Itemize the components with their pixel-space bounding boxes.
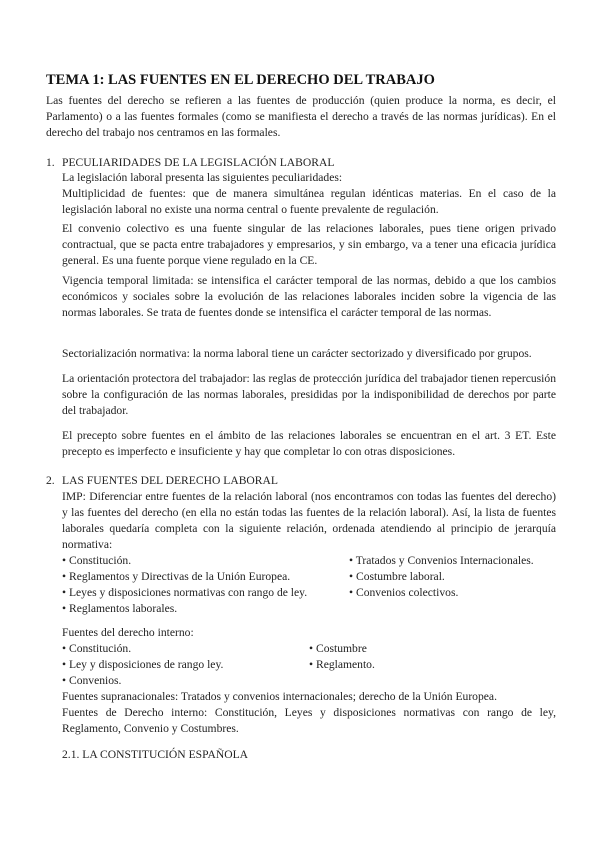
list-item: • Convenios. [62, 674, 122, 687]
list-item: • Constitución. [62, 642, 132, 655]
paragraph: Fuentes supranacionales: Tratados y convenios internacionales; derecho de la Unión Europea. [62, 690, 497, 703]
list-item: • Constitución. [62, 554, 132, 567]
list-item: • Costumbre [309, 642, 367, 655]
list-item: • Tratados y Convenios Internacionales. [349, 554, 534, 567]
paragraph: El convenio colectivo es una fuente singular de las relaciones laborales, pues tiene origen privado contractual, que se pacta entre trabajadores y empresarios, y sin embargo, va a tener una eficacia jurídica general. Es una fuente porque viene regulado en la CE. [62, 222, 556, 267]
section-heading: LAS FUENTES DEL DERECHO LABORAL [62, 474, 278, 487]
intro-paragraph: Las fuentes del derecho se refieren a las fuentes de producción (quien produce la norma, es decir, el Parlamento) o a las fuentes formales (como se manifiesta el derecho a través de las normas jurídicas). En el derecho del trabajo nos centramos en las formales. [46, 94, 556, 139]
list-item: • Reglamentos y Directivas de la Unión Europea. [62, 570, 291, 583]
section-number: 1. [46, 156, 55, 169]
paragraph: La orientación protectora del trabajador: las reglas de protección jurídica del trabajador tienen repercusión sobre la configuración de las normas laborales, presididas por la indisponibilidad de derechos por parte del trabajador. [62, 372, 556, 417]
paragraph: Multiplicidad de fuentes: que de manera simultánea regulan idénticas materias. En el caso de la legislación laboral no existe una norma central o fuente prevalente de regulación. [62, 187, 556, 216]
paragraph: Vigencia temporal limitada: se intensifica el carácter temporal de las normas, debido a que los cambios económicos y sociales sobre la evolución de las relaciones laborales inciden sobre la vigencia de las normas laborales. Se trata de fuentes donde se intensifica el carácter temporal de las normas. [62, 274, 556, 319]
section-number: 2. [46, 474, 55, 487]
section-heading: PECULIARIDADES DE LA LEGISLACIÓN LABORAL [62, 156, 335, 169]
list-item: • Leyes y disposiciones normativas con rango de ley. [62, 586, 308, 599]
subsection-heading: 2.1. LA CONSTITUCIÓN ESPAÑOLA [62, 748, 249, 761]
list-item: • Convenios colectivos. [349, 586, 459, 599]
paragraph: Sectorialización normativa: la norma laboral tiene un carácter sectorizado y diversificado por grupos. [62, 347, 532, 360]
list-item: • Costumbre laboral. [349, 570, 445, 583]
paragraph: IMP: Diferenciar entre fuentes de la relación laboral (nos encontramos con todas las fuentes del derecho) y las fuentes del derecho (en ella no están todas las fuentes de la relación laboral). Así, la lista de fuentes laborales quedaría completa con la siguiente relación, ordenada atendiendo al principio de jerarquía normativa: [62, 490, 556, 551]
document-title: TEMA 1: LAS FUENTES EN EL DERECHO DEL TRABAJO [46, 72, 435, 88]
list-item: • Reglamento. [309, 658, 375, 671]
list-item: • Reglamentos laborales. [62, 602, 178, 615]
paragraph: La legislación laboral presenta las siguientes peculiaridades: [62, 171, 343, 184]
list-label: Fuentes del derecho interno: [62, 626, 194, 639]
paragraph: El precepto sobre fuentes en el ámbito de las relaciones laborales se encuentran en el art. 3 ET. Este precepto es imperfecto e insuficiente y hay que completar lo con otras disposiciones. [62, 429, 556, 458]
list-item: • Ley y disposiciones de rango ley. [62, 658, 224, 671]
paragraph: Fuentes de Derecho interno: Constitución, Leyes y disposiciones normativas con rango de ley, Reglamento, Convenio y Costumbres. [62, 706, 556, 735]
